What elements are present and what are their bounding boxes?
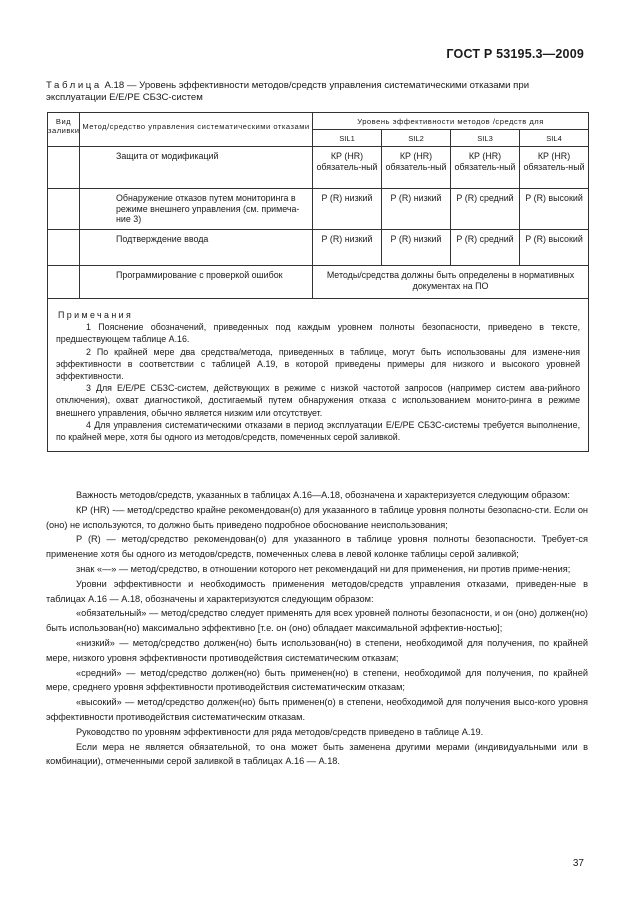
sil2-cell: Р (R) низкий xyxy=(382,189,451,230)
paragraph: знак «—» — метод/средство, в отношении которого нет рекомендаций ни для применения, ни против приме-нения; xyxy=(76,563,571,574)
paragraph: Если мера не является обязательной, то она может быть заменена другими мерами (индивидуальными или в комбинации), отмеченными серой заливкой в таблицах А.16 — А.18. xyxy=(46,741,588,767)
sil1-cell: КР (HR) обязатель-ный xyxy=(313,147,382,189)
fill-cell xyxy=(48,189,80,230)
sil1-cell: Р (R) низкий xyxy=(313,230,382,266)
paragraph: Руководство по уровням эффективности для ряда методов/средств приведено в таблице А.19. xyxy=(76,726,484,737)
paragraph: Уровни эффективности и необходимость применения методов/средств управления отказами, приведен-ные в таблицах А.16 — А.18, обозначены и характеризуются следующим образом: xyxy=(46,578,588,604)
column-header-fill-type: Вид заливки xyxy=(48,113,80,147)
column-header-method: Метод/средство управления систематическими отказами xyxy=(80,113,313,147)
paragraph: КР (HR) -— метод/средство крайне рекомендован(о) для указанного в таблице уровня полноты безопасно-сти. Если он (оно) не используются, то должно быть приведено подробное обоснование неиспользования; xyxy=(46,504,588,530)
table-caption-label: Таблица xyxy=(46,80,102,91)
merged-cell: Методы/средства должны быть определены в нормативных документах на ПО xyxy=(313,266,589,299)
sil3-cell: КР (HR) обязатель-ный xyxy=(451,147,520,189)
body-text xyxy=(46,488,588,769)
method-cell: Обнаружение отказов путем мониторинга в режиме внешнего управления (см. примеча-ние 3) xyxy=(80,189,313,230)
column-header-sil1: SIL1 xyxy=(313,130,382,147)
sil2-cell: Р (R) низкий xyxy=(382,230,451,266)
table-header-row xyxy=(48,113,589,130)
notes-title: Примечания xyxy=(58,310,134,320)
column-header-effectiveness: Уровень эффективности методов /средств для xyxy=(313,113,589,130)
sil2-cell: КР (HR) обязатель-ный xyxy=(382,147,451,189)
notes-cell xyxy=(48,299,589,452)
notes-row xyxy=(48,299,589,452)
fill-cell xyxy=(48,230,80,266)
method-cell: Защита от модификаций xyxy=(80,147,313,189)
document-header: ГОСТ Р 53195.3—2009 xyxy=(446,47,584,61)
table-row xyxy=(48,189,589,230)
table-row xyxy=(48,266,589,299)
note-item: 1 Пояснение обозначений, приведенных под каждым уровнем полноты безопасности, приведено в тексте, предшествующем таблице А.16. xyxy=(56,322,581,345)
sil3-cell: Р (R) средний xyxy=(451,230,520,266)
paragraph: «высокий» — метод/средство должен(но) быть применен(о) в степени, необходимой для получения высо-кого уровня эффективности противодействия систематическим отказам. xyxy=(46,697,588,722)
table-caption xyxy=(46,80,586,104)
page-number: 37 xyxy=(572,858,584,869)
column-header-sil3: SIL3 xyxy=(451,130,520,147)
paragraph: «низкий» — метод/средство должен(но) быть использован(но) в степени, необходимой для получения, по крайней мере, низкого уровня эффективности противодействия систематическим отказам; xyxy=(46,637,588,663)
sil3-cell: Р (R) средний xyxy=(451,189,520,230)
table-row xyxy=(48,230,589,266)
effectiveness-table xyxy=(47,112,589,452)
table-caption-text: А.18 — Уровень эффективности методов/средств управления систематическими отказами при эксплуатации Е/Е/РЕ СБЗС-систем xyxy=(46,80,530,103)
column-header-sil2: SIL2 xyxy=(382,130,451,147)
table-row xyxy=(48,147,589,189)
sil4-cell: КР (HR) обязатель-ный xyxy=(520,147,589,189)
method-cell: Подтверждение ввода xyxy=(80,230,313,266)
sil4-cell: Р (R) высокий xyxy=(520,189,589,230)
paragraph: «обязательный» — метод/средство следует применять для всех уровней полноты безопасности, и он (оно) должен(но) быть использован(но) максимально эффективно [т.е. он (оно) обладает максимальной эффектив-ностью]; xyxy=(46,608,588,634)
sil1-cell: Р (R) низкий xyxy=(313,189,382,230)
sil4-cell: Р (R) высокий xyxy=(520,230,589,266)
note-item: 2 По крайней мере два средства/метода, приведенных в таблице, могут быть использованы для измене-ния эффективности в соответствии с таблицей А.19, в которой приведены примеры для низкого и высокого уровней эффективности. xyxy=(56,346,581,382)
paragraph: «средний» — метод/средство должен(но) быть применен(но) в степени, необходимой для получения, по крайней мере, среднего уровня эффективности противодействия систематическим отказам; xyxy=(46,667,588,693)
paragraph: Важность методов/средств, указанных в таблицах А.16—А.18, обозначена и характеризуется следующим образом: xyxy=(76,490,570,500)
method-cell: Программирование с проверкой ошибок xyxy=(80,266,313,299)
fill-cell xyxy=(48,147,80,189)
paragraph: Р (R) — метод/средство рекомендован(о) для указанного в таблице уровня полноты безопасности. Требует-ся применение хотя бы одного из методов/средств, помеченных слева в левой колонке таблицы серой заливкой; xyxy=(46,534,588,560)
note-item: 3 Для Е/Е/РЕ СБЗС-систем, действующих в режиме с низкой частотой запросов (например систем ава-рийного отключения), охват диагностикой, достигаемый путем обнаружения отказа с использованием монито-ринга в режиме внешнего управления, обычно является низким или отсутствует. xyxy=(56,383,581,418)
column-header-sil4: SIL4 xyxy=(520,130,589,147)
note-item: 4 Для управления систематическими отказами в период эксплуатации Е/Е/РЕ СБЗС-системы требуется выполнение, по крайней мере, хотя бы одного из методов/средств, помеченных серой заливкой. xyxy=(56,419,581,443)
fill-cell xyxy=(48,266,80,299)
